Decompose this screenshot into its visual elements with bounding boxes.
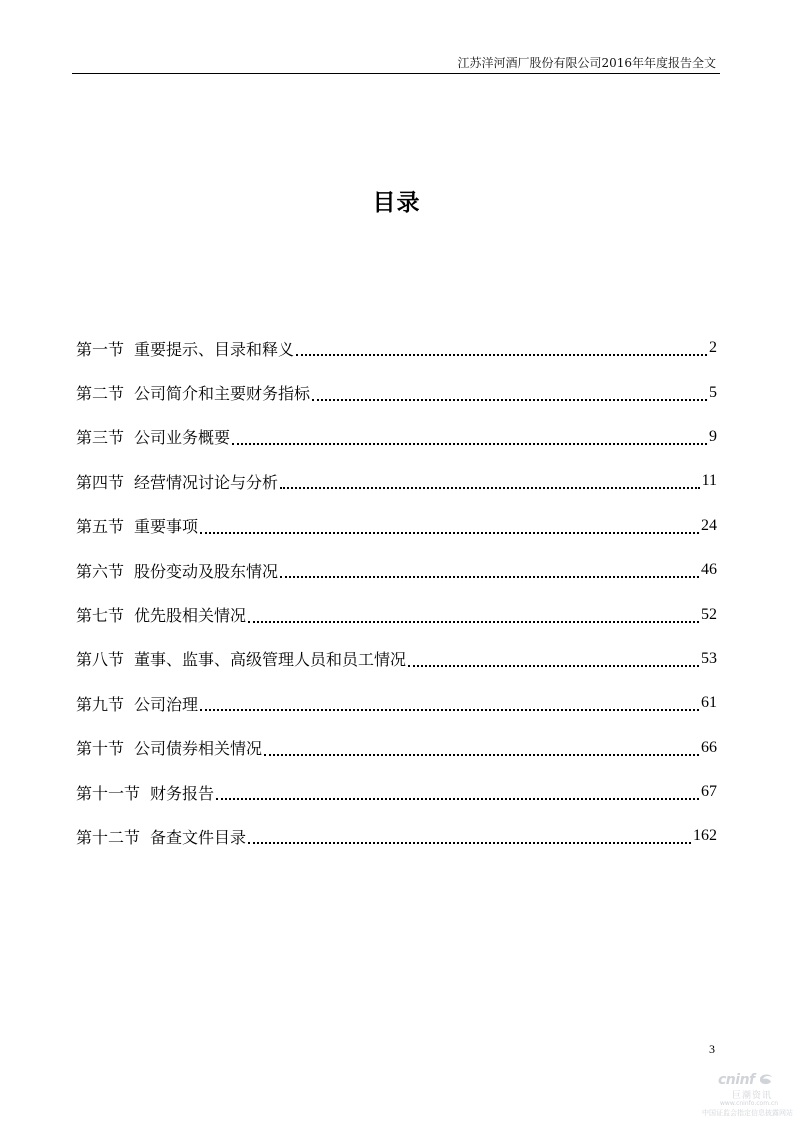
toc-section-name: 公司债券相关情况 [134, 739, 263, 759]
toc-page-number: 46 [701, 561, 717, 579]
toc-page-number: 9 [709, 427, 717, 445]
toc-section-number: 第九节 [76, 694, 125, 714]
toc-entry[interactable] [76, 504, 717, 548]
toc-entry[interactable] [76, 548, 717, 592]
toc-entry[interactable] [76, 326, 717, 370]
toc-section-number: 第二节 [76, 384, 125, 404]
toc-dot-leader [296, 354, 707, 356]
toc-section-name: 公司业务概要 [134, 428, 231, 448]
page-number: 3 [709, 1042, 715, 1056]
toc-dot-leader [264, 754, 699, 756]
toc-entry[interactable] [76, 637, 717, 681]
toc-section-name: 重要事项 [134, 517, 199, 537]
watermark-subtitle: 中国证监会指定信息披露网站 [702, 1109, 793, 1117]
toc-section-number: 第三节 [76, 428, 125, 448]
toc-entry[interactable] [76, 459, 717, 503]
toc-section-number: 第十一节 [76, 783, 141, 803]
toc-page-number: 11 [701, 472, 717, 490]
toc-dot-leader [312, 399, 707, 401]
toc-entry[interactable] [76, 415, 717, 459]
toc-page-number: 24 [701, 516, 717, 534]
toc-section-number: 第十节 [76, 739, 125, 759]
report-header-title: 江苏洋河酒厂股份有限公司2016年年度报告全文 [457, 56, 716, 70]
toc-section-name: 财务报告 [150, 783, 215, 803]
toc-entry[interactable] [76, 592, 717, 636]
swirl-icon [758, 1072, 774, 1086]
toc-section-name: 董事、监事、高级管理人员和员工情况 [134, 650, 407, 670]
toc-entry[interactable] [76, 770, 717, 814]
toc-dot-leader [280, 487, 700, 489]
toc-page-number: 52 [701, 605, 717, 623]
toc-dot-leader [232, 443, 707, 445]
toc-section-name: 优先股相关情况 [134, 606, 247, 626]
toc-section-name: 股份变动及股东情况 [134, 561, 279, 581]
toc-dot-leader [200, 709, 699, 711]
cninfo-watermark [700, 1070, 793, 1122]
toc-page-number: 5 [709, 383, 717, 401]
toc-section-name: 公司治理 [134, 694, 199, 714]
toc-page-number: 2 [709, 339, 717, 357]
toc-dot-leader [408, 665, 699, 667]
toc-entry[interactable] [76, 681, 717, 725]
watermark-url: www.cninfo.com.cn [720, 1100, 779, 1107]
toc-dot-leader [280, 576, 699, 578]
toc-page-number: 61 [701, 694, 717, 712]
toc-section-name: 经营情况讨论与分析 [134, 472, 279, 492]
toc-dot-leader [248, 842, 691, 844]
toc-title: 目录 [372, 190, 421, 216]
toc-section-name: 重要提示、目录和释义 [134, 339, 295, 359]
toc-section-number: 第五节 [76, 517, 125, 537]
table-of-contents [76, 326, 717, 859]
toc-section-number: 第六节 [76, 561, 125, 581]
toc-section-name: 备查文件目录 [150, 827, 247, 847]
toc-page-number: 53 [701, 649, 717, 667]
watermark-cn-name: 巨潮资讯 [732, 1091, 773, 1101]
toc-dot-leader [248, 621, 699, 623]
toc-section-number: 第一节 [76, 339, 125, 359]
toc-page-number: 162 [693, 827, 717, 845]
watermark-logo-text: cninf [718, 1072, 755, 1088]
toc-section-number: 第十二节 [76, 827, 141, 847]
toc-entry[interactable] [76, 370, 717, 414]
toc-page-number: 67 [701, 783, 717, 801]
header-divider [72, 73, 720, 74]
toc-section-number: 第四节 [76, 472, 125, 492]
toc-entry[interactable] [76, 814, 717, 858]
toc-dot-leader [200, 532, 699, 534]
toc-section-number: 第七节 [76, 606, 125, 626]
toc-page-number: 66 [701, 738, 717, 756]
toc-dot-leader [216, 798, 699, 800]
toc-section-name: 公司简介和主要财务指标 [134, 384, 311, 404]
toc-entry[interactable] [76, 726, 717, 770]
toc-section-number: 第八节 [76, 650, 125, 670]
